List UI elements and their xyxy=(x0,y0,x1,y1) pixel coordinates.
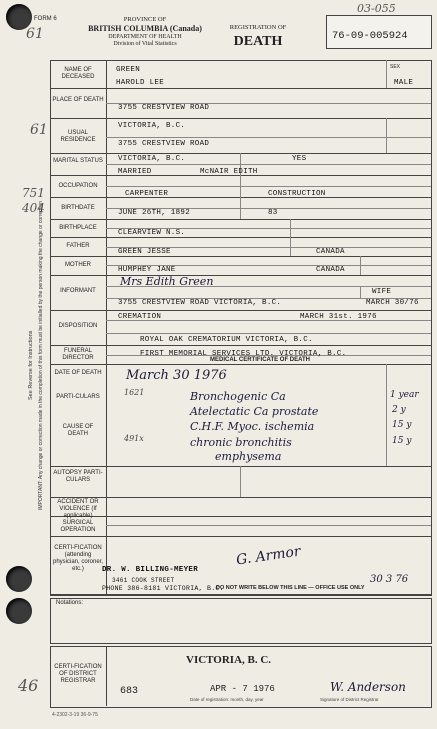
usual-city: VICTORIA, B.C. xyxy=(118,155,186,163)
footer-code: 4-2302-3-19 36-9-75 xyxy=(52,712,98,718)
stamp-number: 03-055 xyxy=(357,2,396,15)
place-address: 3755 CRESTVIEW ROAD xyxy=(118,104,210,112)
registrar-place: VICTORIA, B. C. xyxy=(186,654,272,666)
margin-note-46: 46 xyxy=(18,676,39,695)
age: 83 xyxy=(268,209,278,217)
cause-a: Bronchogenic Ca xyxy=(190,390,286,403)
cause-c: C.H.F. Myoc. ischemia xyxy=(190,420,315,433)
department: DEPARTMENT OF HEALTH xyxy=(108,34,182,40)
registration-date: APR - 7 1976 xyxy=(210,684,275,694)
date-of-death: March 30 1976 xyxy=(126,368,227,383)
cause-ii-1: chronic bronchitis xyxy=(190,436,292,449)
label-registrar: CERTI-FICATION OF DISTRICT REGISTRAR xyxy=(54,664,102,684)
marital-status: MARRIED xyxy=(118,168,152,176)
form-title: DEATH xyxy=(233,34,283,49)
margin-note: 61 xyxy=(26,26,44,42)
registrar-signature-label: Signature of District Registrar xyxy=(320,697,379,702)
usual-inside-municipality: YES xyxy=(292,155,307,163)
label-occupation: OCCUPATION xyxy=(58,183,98,189)
physician-address: 3461 COOK STREET xyxy=(112,577,175,584)
mother-name: HUMPHEY JANE xyxy=(118,266,176,274)
interval-c: 15 y xyxy=(392,420,412,430)
important-note: IMPORTANT: Any change or correction made in the completion of this form must be initialled by the person making the change or correction xyxy=(38,201,44,510)
label-father: FATHER xyxy=(66,243,90,249)
margin-note: 61 xyxy=(30,122,48,138)
spouse-name: McNAIR EDITH xyxy=(200,168,258,176)
label-certification: CERTI-FICATION (attending physician, coroner, etc.) xyxy=(52,545,104,572)
label-cause-of-death: CAUSE OF DEATH xyxy=(62,424,94,437)
label-marital-status: MARITAL STATUS xyxy=(53,158,103,164)
label-particulars: PARTI-CULARS xyxy=(56,394,100,400)
usual-address: 3755 CRESTVIEW ROAD xyxy=(118,140,210,148)
label-disposition: DISPOSITION xyxy=(58,323,98,329)
mother-birthplace: CANADA xyxy=(316,266,345,274)
father-name: GREEN JESSE xyxy=(118,248,171,256)
see-reverse-note: See Reverse for Instructions xyxy=(28,330,34,400)
district-number: 683 xyxy=(120,686,139,697)
label-birthdate: BIRTHDATE xyxy=(61,205,95,211)
physician-name: DR. W. BILLING-MEYER xyxy=(102,566,199,574)
label-surgical: SURGICAL OPERATION xyxy=(60,520,96,533)
label-name-of-deceased: NAME OF DECEASED xyxy=(61,67,95,80)
occupation: CARPENTER xyxy=(125,190,169,198)
part-ii-code: 491x xyxy=(124,434,144,443)
punch-hole xyxy=(6,598,32,624)
margin-note-404: 404 xyxy=(22,201,45,215)
informant-address: 3755 CRESTVIEW ROAD VICTORIA, B.C. xyxy=(118,299,282,307)
father-birthplace: CANADA xyxy=(316,248,345,256)
place-city: VICTORIA, B.C. xyxy=(118,122,186,130)
label-funeral-director: FUNERAL DIRECTOR xyxy=(62,348,94,361)
birthplace: CLEARVIEW N.S. xyxy=(118,229,186,237)
part-i-code: 1621 xyxy=(124,388,145,397)
province-name: BRITISH COLUMBIA (Canada) xyxy=(88,24,202,33)
label-usual-residence: USUAL RESIDENCE xyxy=(60,130,96,143)
division: Division of Vital Statistics xyxy=(113,41,177,47)
disposition-place: ROYAL OAK CREMATORIUM VICTORIA, B.C. xyxy=(140,336,313,344)
informant-relationship: WIFE xyxy=(372,288,392,296)
punch-hole xyxy=(6,566,32,592)
label-birthplace: BIRTHPLACE xyxy=(59,225,97,231)
notations-label: Notations: xyxy=(56,600,84,606)
interval-d: 15 y xyxy=(392,436,412,446)
given-names: HAROLD LEE xyxy=(116,79,165,87)
physician-phone: PHONE 386-8181 VICTORIA, B.C. xyxy=(102,585,224,592)
cause-b: Atelectatic Ca prostate xyxy=(190,405,319,418)
label-mother: MOTHER xyxy=(65,262,91,268)
label-informant: INFORMANT xyxy=(60,288,96,294)
registration-number: 76-09-005924 xyxy=(332,30,408,42)
cause-ii-2: emphysema xyxy=(215,450,282,463)
medical-certificate-title: MEDICAL CERTIFICATE OF DEATH xyxy=(210,357,310,363)
informant-signature: Mrs Edith Green xyxy=(120,275,214,288)
label-date-of-death: DATE OF DEATH xyxy=(54,370,102,376)
province-label: PROVINCE OF xyxy=(123,16,167,23)
informant-date: MARCH 30/76 xyxy=(366,299,419,307)
label-accident: ACCIDENT OR VIOLENCE (If applicable) xyxy=(57,499,99,519)
label-autopsy: AUTOPSY PARTI-CULARS xyxy=(53,470,103,483)
interval-b: 2 y xyxy=(392,405,406,415)
industry: CONSTRUCTION xyxy=(268,190,326,198)
registration-date-label: Date of registration: month, day, year xyxy=(190,697,264,702)
margin-note-751: 751 xyxy=(22,186,45,200)
certification-date: 30 3 76 xyxy=(370,574,409,585)
disposition-method: CREMATION xyxy=(118,313,162,321)
physician-signature: G. Armor xyxy=(235,543,302,569)
sex: MALE xyxy=(394,79,414,87)
funeral-director: FIRST MEMORIAL SERVICES LTD. VICTORIA, B.C. xyxy=(140,350,347,358)
sex-label: SEX xyxy=(390,64,401,70)
interval-a: 1 year xyxy=(390,390,419,400)
surname: GREEN xyxy=(116,66,141,74)
notations-box xyxy=(50,598,432,644)
label-place-of-death: PLACE OF DEATH xyxy=(52,97,104,103)
registration-of: REGISTRATION OF xyxy=(229,24,287,31)
birthdate: JUNE 26TH, 1892 xyxy=(118,209,191,217)
disposition-date: MARCH 31st. 1976 xyxy=(300,313,377,321)
form-number: FORM 6 xyxy=(34,16,57,22)
registrar-signature: W. Anderson xyxy=(330,680,406,694)
office-use-line: DO NOT WRITE BELOW THIS LINE — OFFICE USE ONLY xyxy=(216,585,365,591)
